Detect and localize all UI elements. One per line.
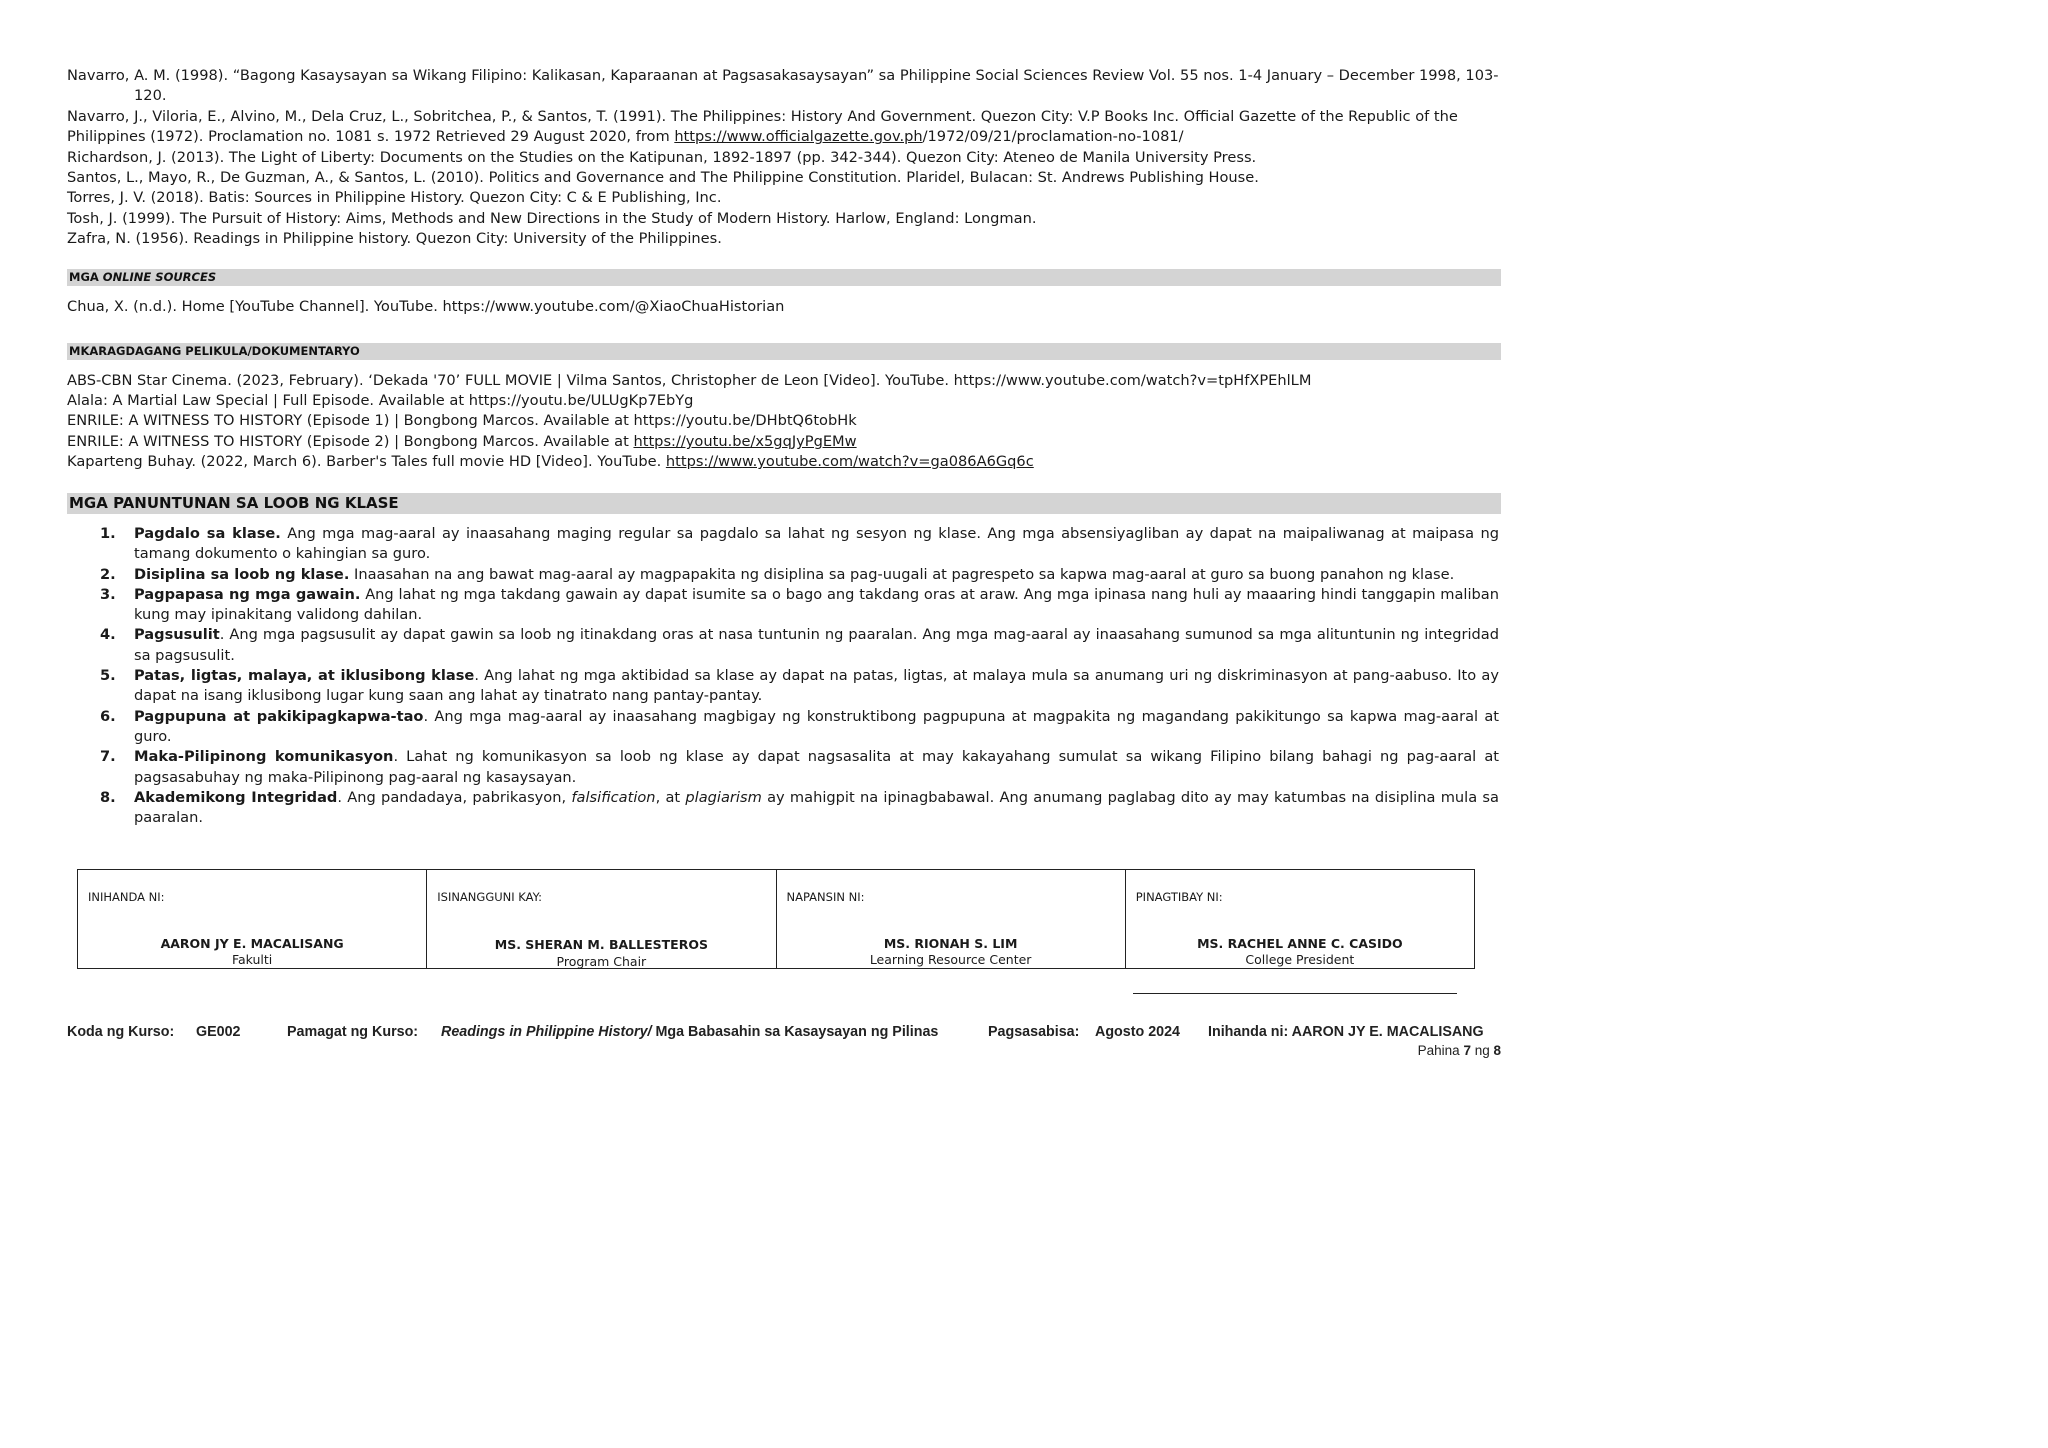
rule-body: . Ang mga mag-aaral ay inaasahang magbigay ng konstruktibong pagpupuna at magpakita ng magandang pakikitungo sa kapwa mag-aaral at guro. — [134, 707, 1500, 745]
signatory-title: Fakulti — [231, 952, 273, 967]
signatory-name: AARON JY E. MACALISANG — [160, 936, 344, 951]
prepared-by: Inihanda ni: AARON JY E. MACALISANG — [1208, 1024, 1484, 1040]
course-title — [441, 1024, 938, 1040]
film-link[interactable]: https://youtu.be/x5gqJyPgEMw — [633, 433, 857, 450]
references-list — [67, 66, 1501, 250]
course-code: GE002 — [196, 1024, 241, 1040]
signature-cell — [1126, 870, 1474, 968]
signatory-name: MS. RACHEL ANNE C. CASIDO — [1197, 936, 1403, 951]
signature-cell — [427, 870, 776, 968]
reference-entry: Tosh, J. (1999). The Pursuit of History: Aims, Methods and New Directions in the Study of Modern History. Harlow, England: Longman. — [67, 209, 1037, 227]
rule-body: . Lahat ng komunikasyon sa loob ng klase ay dapat nagsasalita at may kakayahang sumulat sa wikang Filipino bilang bahagi ng pag-aaral at pagsasabuhay ng maka-Pilipinong pag-aaral ng kasaysayan. — [134, 748, 1499, 786]
rule-body: , at — [655, 788, 686, 806]
rule-item — [67, 666, 1499, 707]
revision-date: Agosto 2024 — [1095, 1024, 1181, 1040]
rule-title: Pagpapasa ng mga gawain. — [134, 585, 361, 603]
reference-entry: Santos, L., Mayo, R., De Guzman, A., & Santos, L. (2010). Politics and Governance and The Philippine Constitution. Plaridel, Bulacan: St. Andrews Publishing House. — [67, 169, 1259, 187]
rule-title: Pagsusulit — [134, 626, 220, 644]
rule-body: . Ang lahat ng mga aktibidad sa klase ay dapat na patas, ligtas, at malaya mula sa anumang uri ng diskriminasyon at pang-aabuso. Ito ay dapat na isang iklusibong lugar kung saan ang lahat ay tinatrato nang pantay-pantay. — [134, 667, 1499, 705]
rule-number: 6. — [100, 707, 116, 725]
rule-title: Pagpupuna at pakikipagkapwa-tao — [134, 707, 424, 725]
film-link[interactable]: https://www.youtube.com/watch?v=ga086A6Gq6c — [665, 453, 1034, 470]
online-sources-heading — [67, 269, 1501, 286]
reference-entry: Richardson, J. (2013). The Light of Liberty: Documents on the Studies on the Katipunan, 1892-1897 (pp. 342-344). Quezon City: Ateneo de Manila University Press. — [67, 148, 1257, 166]
film-entry — [67, 432, 857, 452]
page-current: 7 — [1463, 1043, 1471, 1058]
signature-role: INIHANDA NI: — [88, 890, 165, 904]
rule-title: Pagdalo sa klase. — [134, 525, 281, 542]
reference-entry — [67, 107, 1501, 148]
rule-body: Ang lahat ng mga takdang gawain ay dapat isumite sa o bago ang takdang oras at araw. Ang mga ipinasa nang huli ay maaaring hindi tanggapin maliban kung may ipinakitang validong dahilan. — [134, 585, 1499, 624]
signatory-name: MS. RIONAH S. LIM — [883, 936, 1018, 951]
signatory-title: Program Chair — [556, 954, 647, 969]
page-prefix: Pahina — [1417, 1043, 1464, 1058]
rule-item — [67, 707, 1499, 748]
online-source-entry: Chua, X. (n.d.). Home [YouTube Channel]. YouTube. https://www.youtube.com/@XiaoChuaHistorian — [67, 298, 785, 315]
rule-body: . Ang mga pagsusulit ay dapat gawin sa loob ng itinakdang oras at nasa tuntunin ng paaralan. Ang mga mag-aaral ay inaasahang sumunod sa mga alituntunin ng integridad sa pagsusulit. — [134, 626, 1499, 664]
reference-text: Navarro, J., Viloria, E., Alvino, M., Dela Cruz, L., Sobritchea, P., & Santos, T. (1991). The Philippines: History And Government. Quezon City: V.P Books Inc. Official Gazette of the Republic of the Philippines (1972). Proclamation no. 1081 s. 1972 Retrieved 29 August 2020, from — [67, 107, 1458, 146]
rule-number: 1. — [100, 525, 116, 542]
rule-item — [67, 788, 1499, 829]
heading-text: MGA — [69, 270, 103, 284]
rule-italic-term: falsification — [571, 788, 656, 806]
signature-role: ISINANGGUNI KAY: — [437, 890, 542, 904]
rule-title: Disiplina sa loob ng klase. — [134, 565, 350, 583]
film-entry — [67, 452, 1034, 472]
reference-entry: Torres, J. V. (2018). Batis: Sources in Philippine History. Quezon City: C & E Publishing, Inc. — [67, 189, 722, 207]
rule-item — [67, 625, 1499, 666]
reference-link[interactable]: https://www.officialgazette.gov.ph — [674, 128, 923, 146]
page-mid: ng — [1470, 1043, 1494, 1058]
rule-body: . Ang pandadaya, pabrikasyon, — [337, 788, 572, 806]
rule-italic-term: plagiarism — [685, 788, 762, 806]
rule-body: ay mahigpit na ipinagbabawal. Ang anumang paglabag dito ay may katumbas na disiplina mula sa paaralan. — [134, 788, 1499, 827]
rule-title: Maka-Pilipinong komunikasyon — [134, 748, 394, 766]
signature-cell — [78, 870, 427, 968]
reference-entry: Navarro, A. M. (1998). “Bagong Kasaysayan sa Wikang Filipino: Kalikasan, Kaparaanan at Pagsasakasaysayan” sa Philippine Social Sciences Review Vol. 55 nos. 1-4 January – December 1998, 103-120. — [67, 67, 1499, 105]
rule-number: 7. — [100, 748, 116, 766]
page-total: 8 — [1493, 1043, 1501, 1058]
film-entry: ABS-CBN Star Cinema. (2023, February). ‘Dekada '70’ FULL MOVIE | Vilma Santos, Christopher de Leon [Video]. YouTube. https://www.youtube.com/watch?v=tpHfXPEhlLM — [67, 372, 1312, 389]
rules-heading: MGA PANUNTUNAN SA LOOB NG KLASE — [67, 493, 1501, 514]
rule-title: Akademikong Integridad — [134, 788, 338, 806]
course-title-italic: Readings in Philippine History/ — [441, 1024, 652, 1040]
rule-number: 8. — [100, 788, 116, 806]
film-entry: ENRILE: A WITNESS TO HISTORY (Episode 1) | Bongbong Marcos. Available at https://youtu.be/DHbtQ6tobHk — [67, 412, 857, 429]
signature-line — [1133, 993, 1457, 994]
film-text: Kaparteng Buhay. (2022, March 6). Barber's Tales full movie HD [Video]. YouTube. — [67, 453, 666, 470]
rules-list — [67, 524, 1499, 828]
film-text: ENRILE: A WITNESS TO HISTORY (Episode 2) | Bongbong Marcos. Available at — [67, 433, 634, 450]
signature-role: PINAGTIBAY NI: — [1135, 890, 1223, 904]
rule-item — [67, 524, 1499, 565]
rule-item — [67, 747, 1499, 788]
revision-label: Pagsasabisa: — [988, 1024, 1080, 1040]
rule-item — [67, 565, 1499, 585]
heading-italic-text: ONLINE SOURCES — [102, 270, 217, 284]
rule-title: Patas, ligtas, malaya, at iklusibong klase — [134, 667, 475, 685]
signatory-title: College President — [1245, 952, 1355, 967]
signatory-title: Learning Resource Center — [869, 952, 1032, 967]
reference-text: /1972/09/21/proclamation-no-1081/ — [922, 128, 1184, 146]
rule-body: Ang mga mag-aaral ay inaasahang maging regular sa pagdalo sa lahat ng sesyon ng klase. Ang mga absensiyagliban ay dapat na maipaliwanag at maipasa ng tamang dokumento o kahingian sa guro. — [134, 525, 1499, 563]
reference-entry: Zafra, N. (1956). Readings in Philippine history. Quezon City: University of the Philippines. — [67, 230, 722, 248]
signature-cell — [777, 870, 1126, 968]
films-heading: MKARAGDAGANG PELIKULA/DOKUMENTARYO — [67, 343, 1501, 360]
rule-body: Inaasahan na ang bawat mag-aaral ay magpapakita ng disiplina sa pag-uugali at pagrespeto sa kapwa mag-aaral at guro sa buong panahon ng klase. — [349, 565, 1455, 583]
rule-item — [67, 585, 1499, 626]
course-code-label: Koda ng Kurso: — [67, 1024, 175, 1040]
course-title-label: Pamagat ng Kurso: — [287, 1024, 419, 1040]
rule-number: 2. — [100, 565, 116, 583]
signatory-name: MS. SHERAN M. BALLESTEROS — [494, 937, 708, 952]
page-number — [1418, 1043, 1501, 1058]
signature-role: NAPANSIN NI: — [786, 890, 865, 904]
rule-number: 3. — [100, 585, 116, 603]
rule-number: 4. — [100, 626, 116, 644]
rule-number: 5. — [100, 667, 116, 685]
signature-table — [77, 869, 1475, 969]
course-title-rest: Mga Babasahin sa Kasaysayan ng Pilinas — [651, 1024, 939, 1040]
film-entry: Alala: A Martial Law Special | Full Episode. Available at https://youtu.be/ULUgKp7EbYg — [67, 392, 694, 409]
